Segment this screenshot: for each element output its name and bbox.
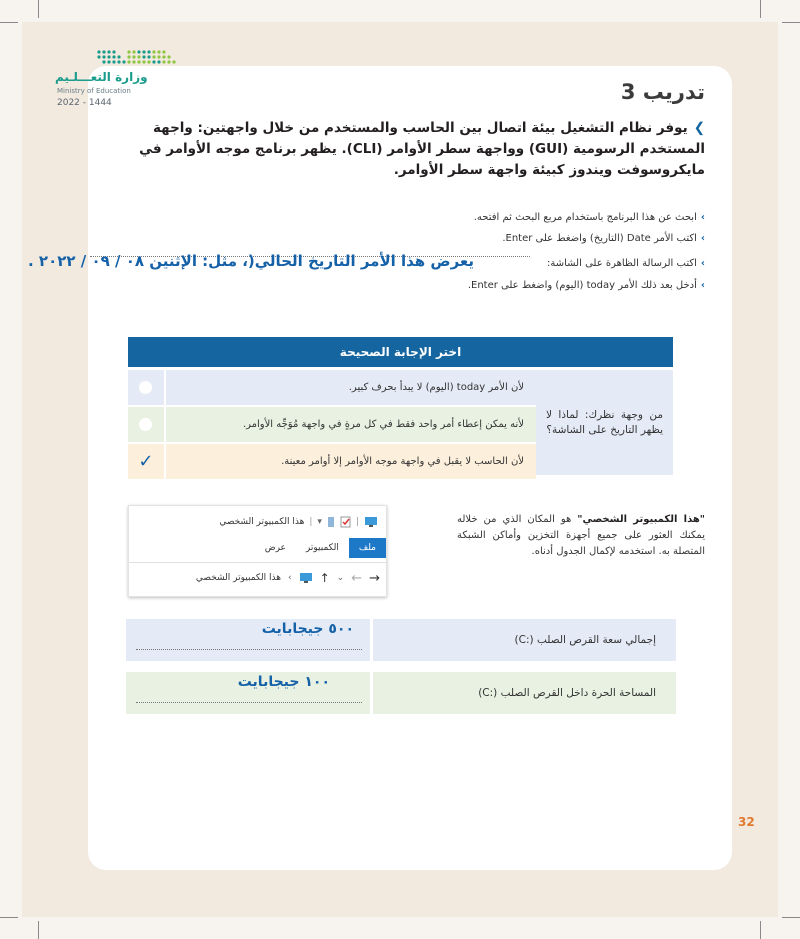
crop-mark xyxy=(0,917,18,918)
intro-paragraph xyxy=(115,118,705,181)
explanation-text: هو المكان الذي من خلاله يمكنك العثور على جميع أجهزة التخزين وأماكن الشبكة المتصلة به. استخدمه لإكمال الجدول أدناه. xyxy=(457,514,705,557)
option-text: لأنه يمكن إعطاء أمر واحد فقط في كل مرةٍ في واجهة مُوَجِّه الأوامر. xyxy=(242,419,524,430)
separator: | xyxy=(355,517,359,527)
explorer-titlebar xyxy=(219,516,378,528)
answer-value: ٥٠٠ جيجابايت xyxy=(261,621,354,637)
forward-arrow-icon[interactable]: ← xyxy=(351,570,363,586)
recent-dropdown-icon[interactable]: ⌄ xyxy=(336,573,345,583)
question-cell: من وجهة نظرك: لماذا لا يظهر التاريخ على الشاشة؟ xyxy=(536,370,673,475)
window-title: هذا الكمبيوتر الشخصي xyxy=(219,517,305,527)
radio-circle-icon xyxy=(139,381,152,394)
explanation-bold: "هذا الكمبيوتر الشخصي" xyxy=(577,514,706,525)
answer-line xyxy=(136,649,362,650)
computer-icon xyxy=(299,572,313,584)
label-cell: إجمالي سعة القرص الصلب (:C) xyxy=(373,619,676,661)
new-folder-icon[interactable] xyxy=(327,516,335,528)
option-text: لأن الحاسب لا يقبل في واجهة موجه الأوامر إلا أوامر معينة. xyxy=(281,456,524,467)
intro-text: يوفر نظام التشغيل بيئة اتصال بين الحاسب والمستخدم من خلال واجهتين: واجهة المستخدم الرسومية (GUI) وواجهة سطر الأوامر (CLI). يظهر برنامج موجه الأوامر في مايكروسوفت ويندوز كبيئة واجهة سطر الأوامر. xyxy=(139,120,705,178)
up-arrow-icon[interactable]: ↑ xyxy=(319,571,330,585)
option-row[interactable] xyxy=(128,444,536,479)
chevron-icon: › xyxy=(700,280,705,291)
ministry-dots-icon xyxy=(95,48,187,68)
option-row[interactable] xyxy=(128,407,536,444)
page-title: تدريب 3 xyxy=(620,80,705,104)
step-item xyxy=(468,280,705,291)
crop-mark xyxy=(0,22,18,23)
step-text: أدخل بعد ذلك الأمر today (اليوم) واضغط على Enter. xyxy=(467,280,697,291)
option-row[interactable] xyxy=(128,370,536,407)
option-radio[interactable] xyxy=(128,370,166,405)
explanation-paragraph xyxy=(457,512,705,560)
step-item xyxy=(502,233,705,244)
answer-cell[interactable] xyxy=(126,619,370,661)
chevron-icon: › xyxy=(700,258,705,269)
ministry-name-ar: وزارة التعـــلـيم xyxy=(55,70,148,84)
answer-cell[interactable] xyxy=(126,672,370,714)
crop-mark xyxy=(38,921,39,939)
checkmark-icon: ✓ xyxy=(138,451,154,472)
ministry-name-en: Ministry of Education xyxy=(57,87,131,95)
answer-line xyxy=(136,702,362,703)
handwritten-answer[interactable]: يعرض هذا الأمر التاريخ الحالي(، مثل: الإثنين ٠٨ / ٠٩ / ٢٠٢٢ . xyxy=(28,252,475,270)
address-bar xyxy=(135,569,380,587)
radio-circle-icon xyxy=(139,418,152,431)
ministry-logo xyxy=(55,48,187,118)
separator: | xyxy=(309,517,313,527)
question-table xyxy=(128,337,673,487)
breadcrumb-chevron-icon: › xyxy=(287,573,292,583)
ministry-year: 2022 - 1444 xyxy=(57,98,112,108)
computer-icon xyxy=(364,516,378,528)
properties-icon[interactable] xyxy=(340,516,351,528)
step-text: اكتب الأمر Date (التاريخ) واضغط على Enter. xyxy=(502,233,697,244)
option-radio[interactable] xyxy=(128,407,166,442)
crop-mark xyxy=(760,0,761,18)
page-number: 32 xyxy=(738,815,755,829)
step-text: اكتب الرسالة الظاهرة على الشاشة: xyxy=(546,258,697,269)
data-table-row xyxy=(126,619,676,661)
dropdown-arrow-icon[interactable]: ▾ xyxy=(317,517,322,527)
file-explorer-window xyxy=(128,505,387,597)
crop-mark xyxy=(782,917,800,918)
chevron-icon: › xyxy=(700,233,705,244)
ribbon-tabs xyxy=(255,538,386,558)
chevron-icon: › xyxy=(700,212,705,223)
step-text: ابحث عن هذا البرنامج باستخدام مربع البحث ثم افتحه. xyxy=(473,212,697,223)
tab-file[interactable]: ملف xyxy=(349,538,386,558)
question-table-header: اختر الإجابة الصحيحة xyxy=(128,337,673,370)
data-table-row xyxy=(126,672,676,714)
crop-mark xyxy=(782,22,800,23)
bullet-icon: ❯ xyxy=(693,120,705,136)
option-text: لأن الأمر today (اليوم) لا يبدأ بحرف كبير. xyxy=(348,382,524,393)
back-arrow-icon[interactable]: → xyxy=(369,570,380,586)
step-item xyxy=(547,258,705,269)
tab-view[interactable]: عرض xyxy=(264,543,286,553)
option-radio[interactable] xyxy=(128,444,166,479)
answer-value: ١٠٠ جيجابايت xyxy=(237,674,330,690)
tab-computer[interactable]: الكمبيوتر xyxy=(305,543,339,553)
crop-mark xyxy=(760,921,761,939)
crop-mark xyxy=(38,0,39,18)
label-cell: المساحة الحرة داخل القرص الصلب (:C) xyxy=(373,672,676,714)
address-path[interactable]: هذا الكمبيوتر الشخصي xyxy=(195,573,281,583)
step-item xyxy=(474,212,705,223)
